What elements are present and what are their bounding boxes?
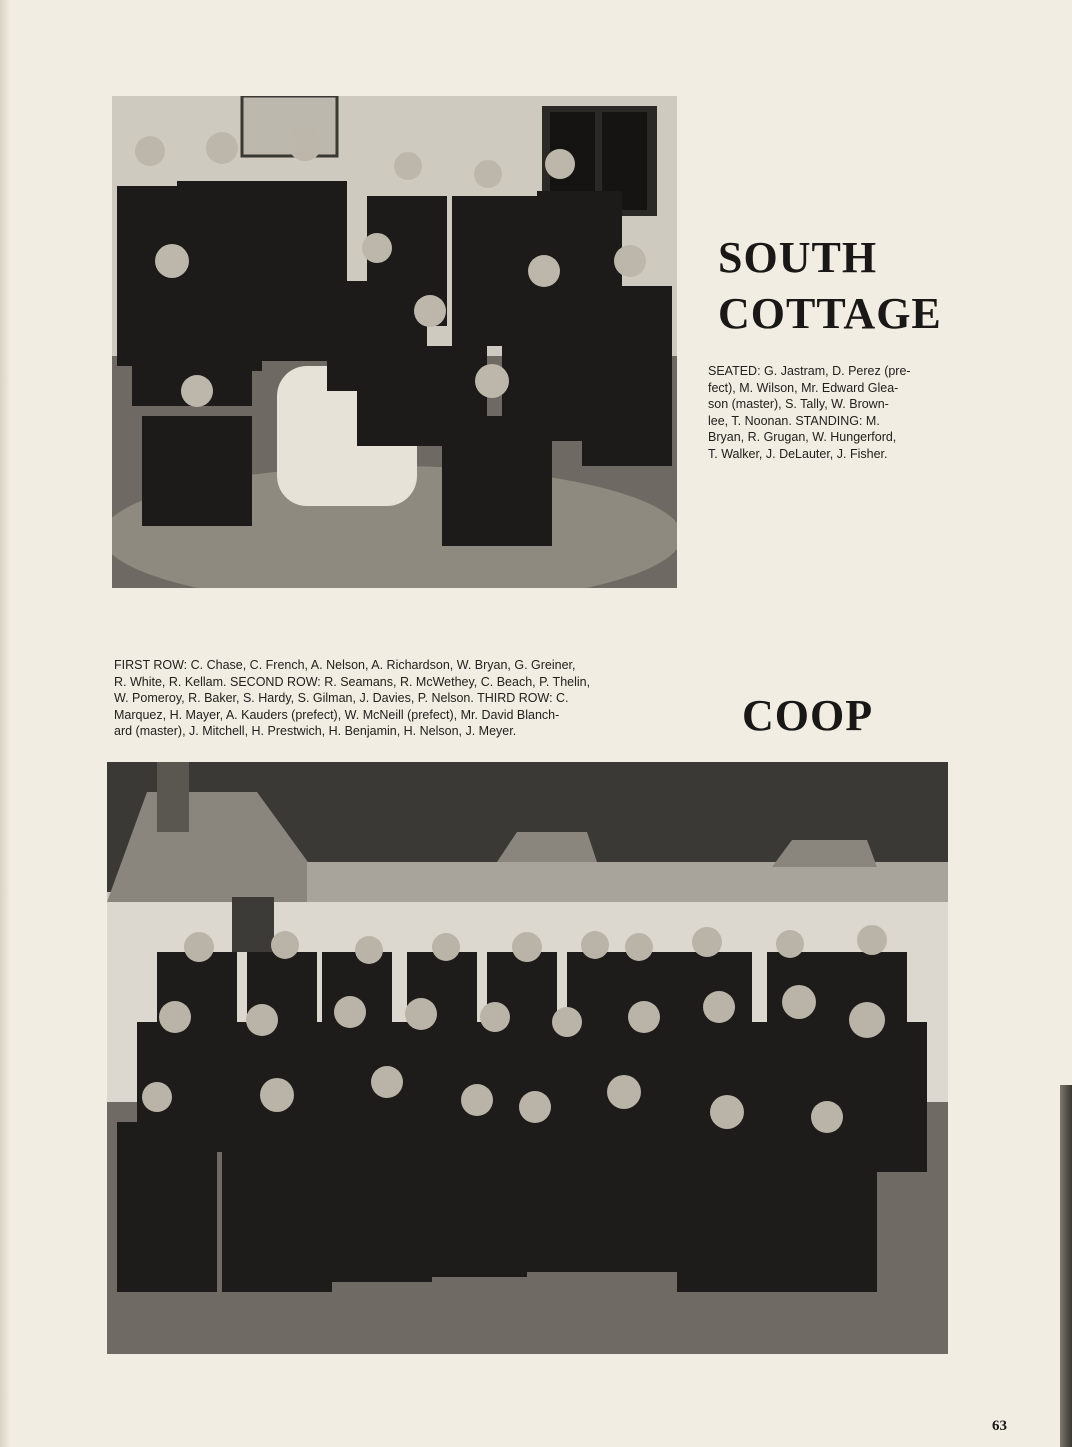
caption-line: son (master), S. Tally, W. Brown-: [708, 397, 889, 411]
caption-line: Bryan, R. Grugan, W. Hungerford,: [708, 430, 897, 444]
page-number: 63: [992, 1418, 1007, 1434]
coop-group-photo: [107, 762, 948, 1354]
caption-line: W. Pomeroy, R. Baker, S. Hardy, S. Gilman, J. Davies, P. Nelson. THIRD ROW: C.: [114, 691, 569, 705]
south-cottage-group-photo: [112, 96, 677, 588]
south-cottage-title-line2: COTTAGE: [718, 289, 942, 338]
adjacent-page-edge: [1060, 1085, 1072, 1447]
caption-line: SEATED: G. Jastram, D. Perez (pre-: [708, 364, 911, 378]
coop-caption: [114, 657, 679, 740]
south-cottage-title-line1: SOUTH: [718, 233, 878, 282]
caption-line: fect), M. Wilson, Mr. Edward Glea-: [708, 380, 899, 395]
page-binding-edge: [0, 0, 10, 1447]
caption-line: lee, T. Noonan. STANDING: M.: [708, 413, 880, 428]
caption-line: T. Walker, J. DeLauter, J. Fisher.: [708, 446, 888, 461]
caption-line: ard (master), J. Mitchell, H. Prestwich, H. Benjamin, H. Nelson, J. Meyer.: [114, 724, 517, 738]
caption-line: R. White, R. Kellam. SECOND ROW: R. Seamans, R. McWethey, C. Beach, P. Thelin,: [114, 674, 591, 689]
coop-title: COOP: [742, 691, 874, 740]
caption-line: FIRST ROW: C. Chase, C. French, A. Nelson, A. Richardson, W. Bryan, G. Greiner,: [114, 658, 576, 672]
caption-line: Marquez, H. Mayer, A. Kauders (prefect), W. McNeill (prefect), Mr. David Blanch-: [114, 707, 560, 722]
south-cottage-caption: [708, 363, 946, 462]
